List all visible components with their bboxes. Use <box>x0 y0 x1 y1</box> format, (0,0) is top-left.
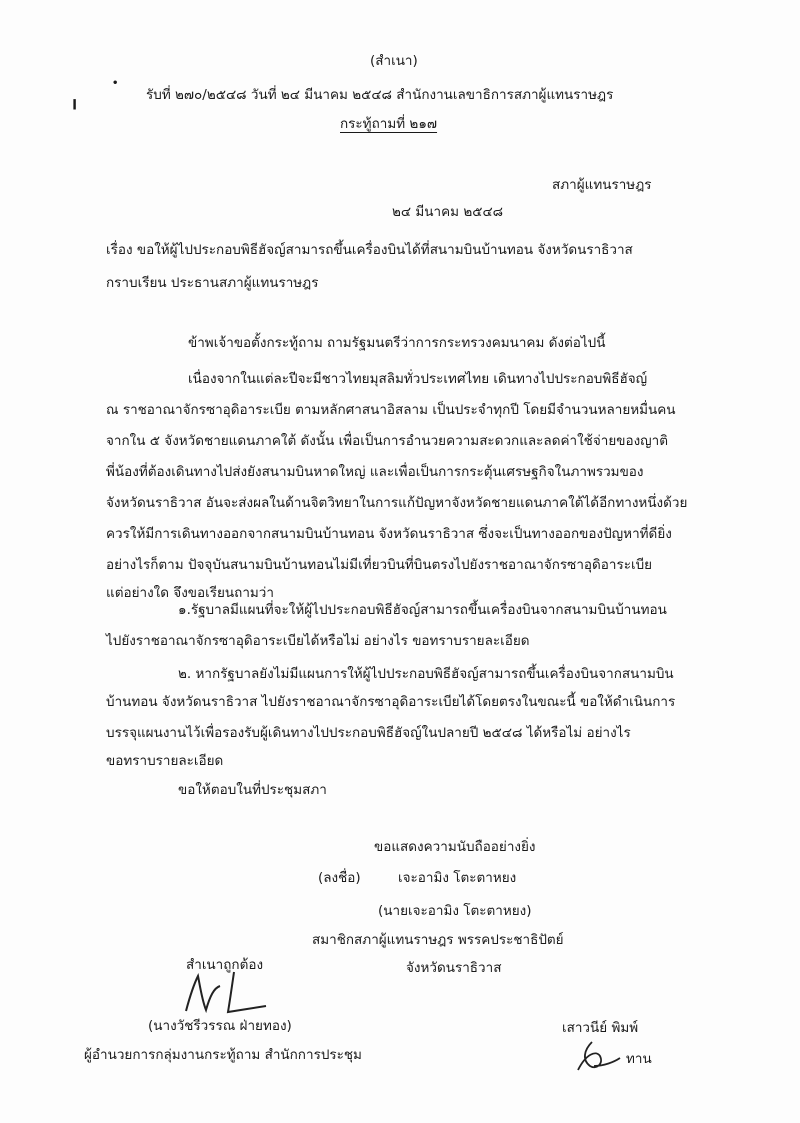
checker-label: ทาน <box>626 1051 652 1067</box>
organization: สภาผู้แทนราษฎร <box>552 177 652 193</box>
subject-line: เรื่อง ขอให้ผู้ไปประกอบพิธีฮัจญ์สามารถขึ้นเครื่องบินได้ที่สนามบินบ้านทอน จังหวัดนราธิวาส <box>106 242 633 258</box>
body-line: ขอทราบรายละเอียด <box>106 753 224 769</box>
certifier-position: ผู้อำนวยการกลุ่มงานกระทู้ถาม สำนักการประชุม <box>84 1047 362 1063</box>
certification-label: สำเนาถูกต้อง <box>186 957 264 973</box>
body-line: เนื่องจากในแต่ละปีจะมีชาวไทยมุสลิมทั่วประเทศไทย เดินทางไปประกอบพิธีฮัจญ์ <box>188 371 648 387</box>
signed-label: (ลงชื่อ) <box>318 870 361 886</box>
typist-name: เสาวนีย์ พิมพ์ <box>562 1020 639 1036</box>
question-item-2: ๒. หากรัฐบาลยังไม่มีแผนการให้ผู้ไปประกอบพิธีฮัจญ์สามารถขึ้นเครื่องบินจากสนามบิน <box>178 666 674 682</box>
salutation-line: กราบเรียน ประธานสภาผู้แทนราษฎร <box>106 275 319 291</box>
body-line: บรรจุแผนงานไว้เพื่อรองรับผู้เดินทางไปประกอบพิธีฮัจญ์ในปลายปี ๒๕๔๘ ได้หรือไม่ อย่างไร <box>106 725 631 741</box>
signer-province: จังหวัดนราธิวาส <box>406 960 502 976</box>
letter-date: ๒๔ มีนาคม ๒๕๔๘ <box>392 204 504 220</box>
question-item-1: ๑.รัฐบาลมีแผนที่จะให้ผู้ไปประกอบพิธีฮัจญ์สามารถขึ้นเครื่องบินจากสนามบินบ้านทอน <box>178 602 667 618</box>
closing-regards: ขอแสดงความนับถืออย่างยิ่ง <box>374 839 536 855</box>
body-line: จากใน ๕ จังหวัดชายแดนภาคใต้ ดังนั้น เพื่อเป็นการอำนวยความสะดวกและลดค่าใช้จ่ายของญาติ <box>106 433 669 449</box>
body-line: ข้าพเจ้าขอตั้งกระทู้ถาม ถามรัฐมนตรีว่าการกระทรวงคมนาคม ดังต่อไปนี้ <box>188 335 606 351</box>
signer-title: สมาชิกสภาผู้แทนราษฎร พรรคประชาธิปัตย์ <box>312 932 564 948</box>
certifier-name: (นางวัชรีวรรณ ฝ่ายทอง) <box>148 1018 292 1034</box>
receipt-line: รับที่ ๒๗๐/๒๕๔๘ วันที่ ๒๔ มีนาคม ๒๕๔๘ สำนักงานเลขาธิการสภาผู้แทนราษฎร <box>146 87 614 103</box>
body-line: แต่อย่างใด จึงขอเรียนถามว่า <box>106 585 274 601</box>
body-line: ณ ราชอาณาจักรซาอุดิอาระเบีย ตามหลักศาสนาอิสลาม เป็นประจำทุกปี โดยมีจำนวนหลายหมื่นคน <box>106 402 676 418</box>
signer-name-paren: (นายเจะอามิง โตะตาหยง) <box>378 903 532 919</box>
checker-signature <box>574 1036 624 1076</box>
body-line: ควรให้มีการเดินทางออกจากสนามบินบ้านทอน จังหวัดนราธิวาส ซึ่งจะเป็นทางออกของปัญหาที่ดียิ่ง <box>106 526 672 542</box>
body-line: พี่น้องที่ต้องเดินทางไปส่งยังสนามบินหาดใหญ่ และเพื่อเป็นการกระตุ้นเศรษฐกิจในภาพรวมของ <box>106 464 644 480</box>
body-line: ไปยังราชอาณาจักรซาอุดิอาระเบียได้หรือไม่ อย่างไร ขอทราบรายละเอียด <box>106 633 530 649</box>
body-line: อย่างไรก็ตาม ปัจจุบันสนามบินบ้านทอนไม่มีเที่ยวบินที่บินตรงไปยังราชอาณาจักรซาอุดิอาระเบีย <box>106 557 653 573</box>
question-number: กระทู้ถามที่ ๒๑๗ <box>340 116 438 132</box>
body-line: บ้านทอน จังหวัดนราธิวาส ไปยังราชอาณาจักรซาอุดิอาระเบียได้โดยตรงในขณะนี้ ขอให้ดำเนินการ <box>106 694 676 710</box>
scan-speck: • <box>112 78 119 89</box>
body-line: จังหวัดนราธิวาส อันจะส่งผลในด้านจิตวิทยาในการแก้ปัญหาจังหวัดชายแดนภาคใต้ได้อีกทางหนึ่งด้วย <box>106 495 688 511</box>
signer-name: เจะอามิง โตะตาหยง <box>398 870 517 886</box>
scan-speck: ׀ <box>72 96 78 112</box>
copy-note: (สำเนา) <box>370 53 418 69</box>
answer-request: ขอให้ตอบในที่ประชุมสภา <box>178 782 327 798</box>
